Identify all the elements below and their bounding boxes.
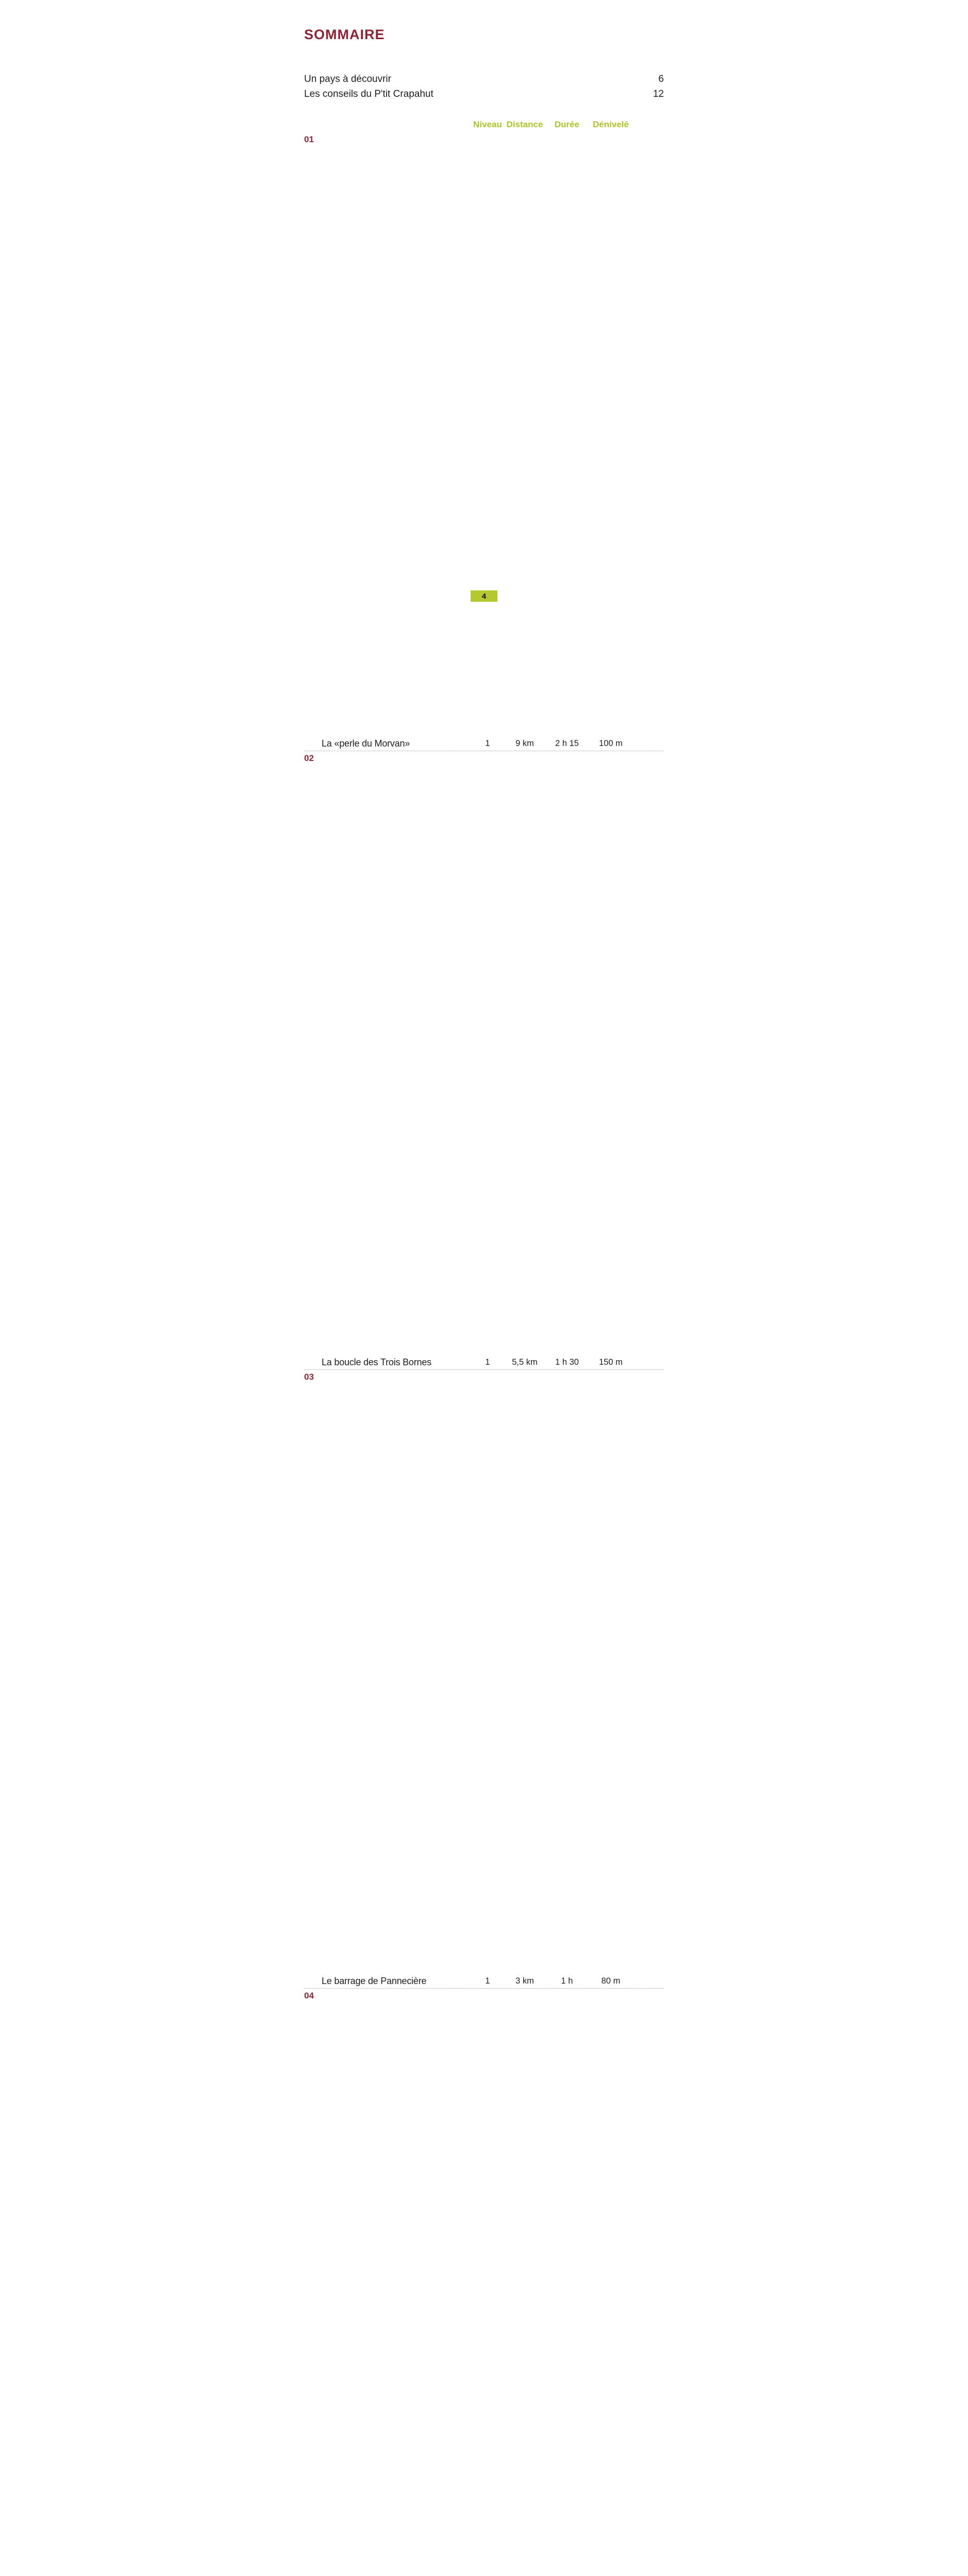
trail-level: 1 [485,739,490,748]
trail-level: 1 [485,1358,490,1367]
intro-item-label: Les conseils du P'tit Crapahut [304,89,433,99]
trail-number: 01 [304,134,314,144]
toc-header-niveau: Niveau [473,120,502,129]
trail-elevation: 100 m [599,739,623,748]
trail-page-number [635,132,968,751]
trail-duration: 1 h [561,1976,573,1986]
page-title: SOMMAIRE [304,27,385,42]
trail-title: La «perle du Morvan» [322,738,410,749]
toc-header-denivele: Dénivelé [593,120,629,129]
table-row [304,1989,664,2576]
footer-page-badge [471,590,497,602]
table-row [304,1370,664,1989]
trail-distance: 5,5 km [512,1358,538,1367]
trail-page-number [635,1370,968,1988]
trail-number: 03 [304,1372,314,1382]
intro-item-page: 12 [653,89,664,99]
intro-item [304,87,664,101]
toc-header-duree: Durée [554,120,580,129]
trail-elevation: 80 m [601,1976,621,1986]
trail-elevation: 150 m [599,1358,623,1367]
table-row [304,132,664,751]
trail-distance: 9 km [515,739,534,748]
table-row [304,751,664,1370]
trail-number: 02 [304,753,314,763]
trail-distance: 3 km [515,1976,534,1986]
trail-duration: 2 h 15 [555,739,579,748]
trail-page-number [635,751,968,1369]
intro-item-page: 6 [658,74,664,84]
toc-table-body [304,132,664,2576]
toc-header-row [304,118,664,131]
intro-item-label: Un pays à découvrir [304,74,391,84]
trail-page-number [635,1989,968,2576]
trail-title: Le barrage de Pannecière [322,1976,427,1986]
trail-number: 04 [304,1991,314,2001]
toc-header-distance: Distance [506,120,543,129]
footer-page-number: 4 [481,591,487,601]
trail-level: 1 [485,1976,490,1986]
toc-table [304,118,664,2576]
page-content [304,0,664,2576]
intro-list [304,72,664,101]
trail-title: La boucle des Trois Bornes [322,1357,431,1367]
book-page [272,0,696,2001]
intro-item [304,72,664,87]
trail-duration: 1 h 30 [555,1358,579,1367]
